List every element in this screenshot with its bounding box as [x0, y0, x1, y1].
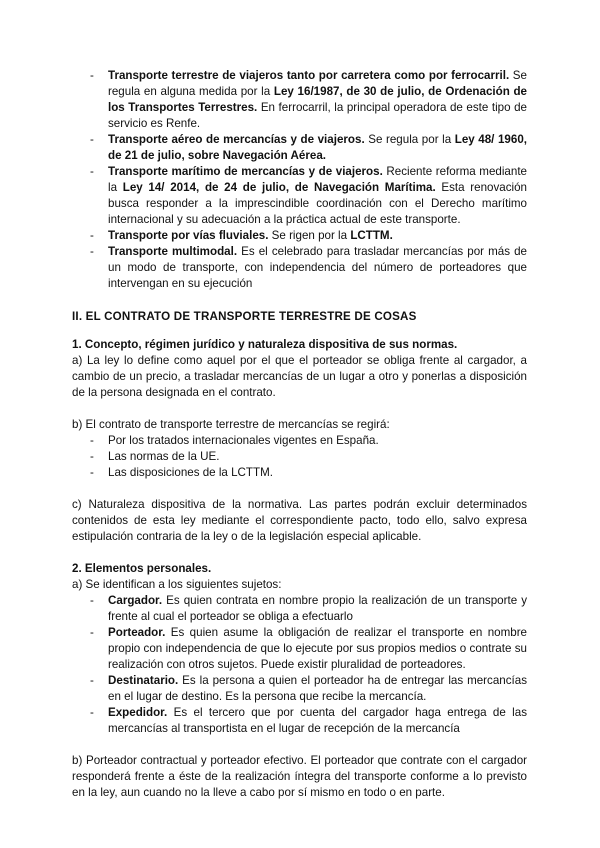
term: Expedidor. [108, 706, 168, 719]
item-text: Las normas de la UE. [108, 450, 220, 463]
list-marker: - [90, 229, 94, 242]
list-item [72, 228, 527, 244]
section-title: II. EL CONTRATO DE TRANSPORTE TERRESTRE DE COSAS [72, 310, 417, 323]
item-title: Transporte terrestre de viajeros tanto por carretera como por ferrocarril. [108, 69, 510, 82]
governing-law-list [72, 433, 527, 481]
item-text: Es el celebrado para trasladar mercancías por más de un modo de transporte, con independencia del número de porteadores que intervengan en su ejecución [108, 245, 527, 290]
list-item [72, 433, 527, 449]
item-text: Se regula por la [364, 133, 455, 146]
list-marker: - [90, 245, 94, 258]
term-description: Es quien contrata en nombre propio la realización de un transporte y frente al cual el porteador se obliga a efectuarlo [108, 594, 527, 623]
subsection-heading-concept: 1. Concepto, régimen jurídico y naturaleza dispositiva de sus normas. [72, 338, 458, 351]
term-description: Es el tercero que por cuenta del cargador haga entrega de las mercancías al transportista en el lugar de recepción de la mercancía [108, 706, 527, 735]
list-marker: - [90, 674, 94, 687]
list-marker: - [90, 450, 94, 463]
term: Destinatario. [108, 674, 179, 687]
parties-list [72, 593, 527, 737]
list-item [72, 465, 527, 481]
item-title: Transporte marítimo de mercancías y de viajeros. [108, 165, 383, 178]
term-description: Es quien asume la obligación de realizar el transporte en nombre propio con independencia de que lo ejecute por sus propios medios o contrate su realización con otros sujetos. Puede existir pluralidad de porteadores. [108, 626, 527, 671]
law-reference: Ley 48/ 1960, de 21 de julio, sobre Navegación Aérea. [108, 133, 527, 162]
list-marker: - [90, 165, 94, 178]
list-item [72, 673, 527, 705]
term: Cargador. [108, 594, 163, 607]
item-text: Las disposiciones de la LCTTM. [108, 466, 273, 479]
item-text: Por los tratados internacionales vigentes en España. [108, 434, 379, 447]
item-title: Transporte aéreo de mercancías y de viajeros. [108, 133, 365, 146]
paragraph-dispositive-nature: c) Naturaleza dispositiva de la normativa. Las partes podrán excluir determinados contenidos de esta ley mediante el correspondiente pacto, todo ello, salvo expresa estipulación contraria de la ley o de la legislación especial aplicable. [72, 498, 527, 543]
list-item [72, 705, 527, 737]
law-reference: LCTTM. [350, 229, 393, 242]
list-item [72, 449, 527, 465]
paragraph-subjects-intro: a) Se identifican a los siguientes sujetos: [72, 578, 282, 591]
paragraph-effective-carrier: b) Porteador contractual y porteador efectivo. El porteador que contrate con el cargador responderá frente a éste de la realización íntegra del transporte conforme a lo previsto en la ley, aun cuando no la lleve a cabo por sí mismo en todo o en parte. [72, 754, 527, 799]
item-title: Transporte multimodal. [108, 245, 238, 258]
paragraph-definition: a) La ley lo define como aquel por el que el porteador se obliga frente al cargador, a cambio de un precio, a trasladar mercancías de un lugar a otro y ponerlas a disposición de la persona designada en el contrato. [72, 354, 527, 399]
item-text: En ferrocarril, la principal operadora de este tipo de servicio es Renfe. [108, 101, 527, 130]
list-marker: - [90, 69, 94, 82]
list-item [72, 164, 527, 228]
document-body [72, 68, 527, 801]
subsection-heading-parties: 2. Elementos personales. [72, 562, 212, 575]
list-marker: - [90, 594, 94, 607]
list-item [72, 132, 527, 164]
item-text: Se rigen por la [268, 229, 351, 242]
list-marker: - [90, 434, 94, 447]
item-text: Reciente reforma mediante la [108, 165, 527, 194]
term-description: Es la persona a quien el porteador ha de entregar las mercancías en el lugar de destino. Es la persona que recibe la mercancía. [108, 674, 527, 703]
term: Porteador. [108, 626, 166, 639]
item-text: Se regula en alguna medida por la [108, 69, 527, 98]
list-item [72, 593, 527, 625]
law-reference: Ley 14/ 2014, de 24 de julio, de Navegación Marítima. [122, 181, 436, 194]
list-marker: - [90, 466, 94, 479]
list-marker: - [90, 706, 94, 719]
transport-types-list [72, 68, 527, 292]
list-marker: - [90, 626, 94, 639]
list-marker: - [90, 133, 94, 146]
paragraph-governing-law: b) El contrato de transporte terrestre de mercancías se regirá: [72, 418, 390, 431]
law-reference: Ley 16/1987, de 30 de julio, de Ordenación de los Transportes Terrestres. [108, 85, 527, 114]
item-text: Esta renovación busca responder a la imprescindible coordinación con el Derecho marítimo internacional y su adecuación a la práctica actual de este transporte. [108, 181, 528, 226]
list-item [72, 244, 527, 292]
item-title: Transporte por vías fluviales. [108, 229, 269, 242]
list-item [72, 68, 527, 132]
list-item [72, 625, 527, 673]
